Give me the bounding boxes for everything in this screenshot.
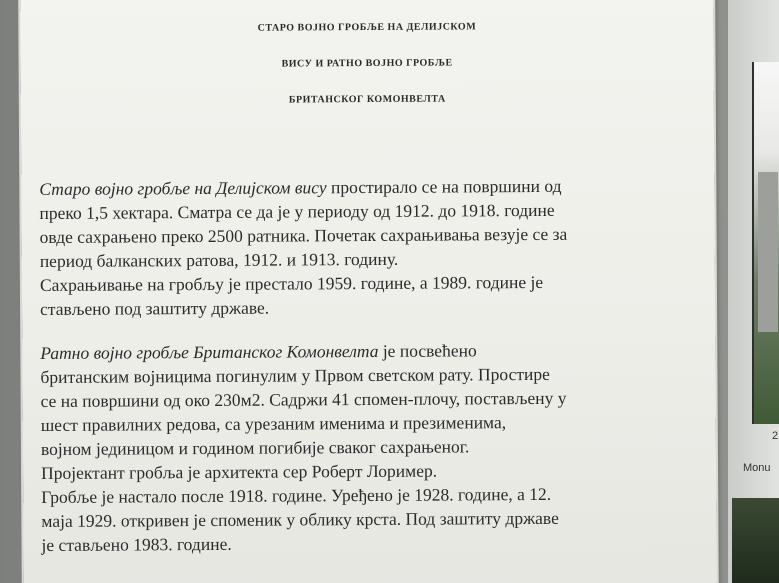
p2-line: Пројектант гробља је архитекта сер Роберт Лоример. xyxy=(41,460,438,484)
sign-title-line-2: ВИСУ И РАТНО ВОЈНО ГРОБЉЕ xyxy=(281,57,453,70)
p1-line: овде сахрањено преко 2500 ратника. Почетак сахрањивања везује се за xyxy=(39,223,568,248)
panel-caption-text: Monu xyxy=(743,462,771,474)
building-image xyxy=(758,172,778,332)
info-sign xyxy=(20,0,717,583)
p2-line: маја 1929. откривен је споменик у облику крста. Под заштиту државе xyxy=(41,507,559,532)
p1-line: период балканских ратова, 1912. и 1913. годину. xyxy=(39,248,399,272)
panel-photo-building xyxy=(752,62,779,424)
p1-line: стављено под заштиту државе. xyxy=(40,297,270,320)
p1-first-line xyxy=(39,175,699,200)
p1-line: Сахрањивање на гробљу је престало 1959. године, а 1989. године је xyxy=(39,271,544,296)
p2-lead-rest: је посвећено xyxy=(378,340,477,361)
sign-title-line-1: СТАРО ВОЈНО ГРОБЉЕ НА ДЕЛИЈСКОМ xyxy=(257,21,477,34)
p2-line: британским војницима погинулим у Првом светском рату. Простире xyxy=(40,363,550,388)
p2-line: Гробље је настало после 1918. године. Уређено је 1928. године, а 12. xyxy=(41,483,552,508)
p2-line: војном јединицом и годином погибије сваког сахрањеног. xyxy=(40,436,470,460)
p2-line: шест правилних редова, са урезаним именима и презименима, xyxy=(40,412,507,436)
p2-lead-italic: Ратно војно гробље Британског Комонвелта xyxy=(40,340,379,364)
p1-line: преко 1,5 хектара. Сматра се да је у периоду од 1912. до 1918. године xyxy=(39,199,555,224)
p2-line: се на површини од око 230м2. Садржи 41 спомен-плочу, постављену у xyxy=(40,387,567,412)
p2-first-line xyxy=(40,339,700,364)
sign-title-line-3: БРИТАНСКОГ КОМОНВЕЛТА xyxy=(288,93,446,106)
p2-line: је стављено 1983. године. xyxy=(41,533,232,556)
panel-photo-trees xyxy=(732,498,779,583)
p1-lead-rest: простирало се на површини од xyxy=(326,175,562,198)
p1-lead-italic: Старо војно гробље на Делијском вису xyxy=(39,177,327,200)
panel-caption-number: 2 xyxy=(772,430,779,442)
